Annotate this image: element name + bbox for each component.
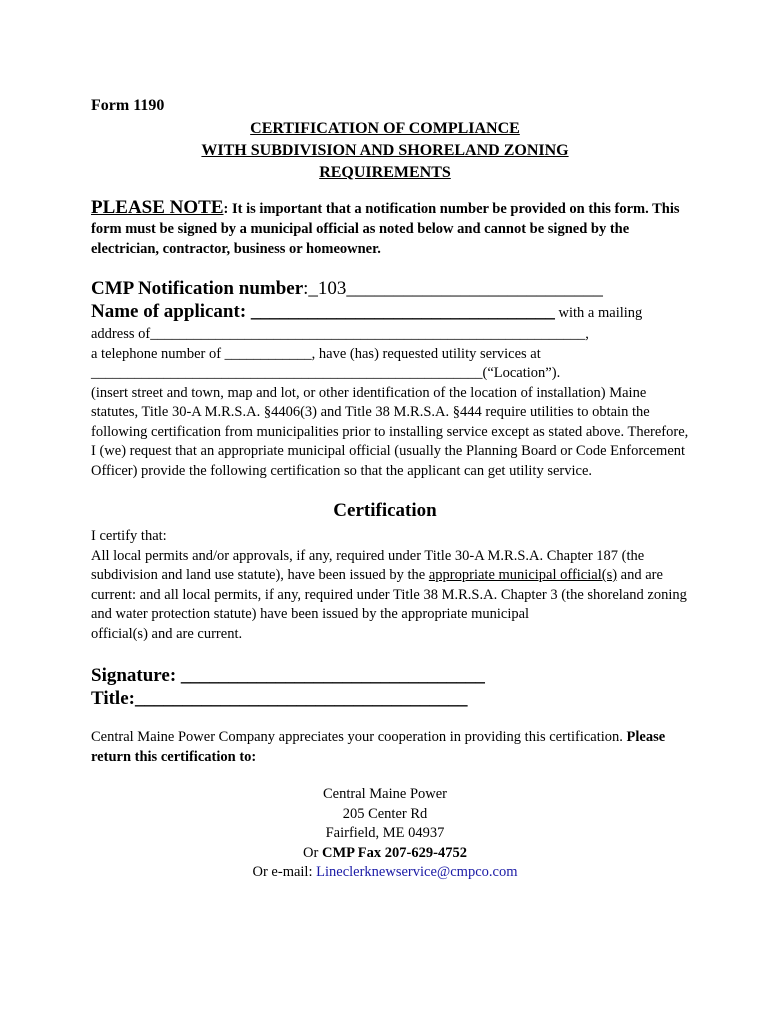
- applicant-name-line: [91, 300, 691, 325]
- email-link[interactable]: Lineclerknewservice@cmpco.com: [316, 864, 518, 880]
- document-page: [91, 96, 691, 883]
- certify-intro: I certify that:: [91, 528, 167, 544]
- certify-part-3: official(s) and are current.: [91, 625, 243, 642]
- signature-label: Signature:: [91, 665, 181, 686]
- certify-part-2: and are current: and all local permits, if any, required under Title 38 M.R.S.A. Chapter 3 (the shoreland zoning and water protection statute) have been issued by the appropriate municipal: [91, 567, 687, 622]
- certify-statement: [91, 547, 691, 625]
- request-paragraph: (insert street and town, map and lot, or other identification of the location of installation) Maine statutes, Title 30-A M.R.S.A. §4406(3) and Title 38 M.R.S.A. §444 require utilities to obtain the following certification from municipalities prior to installing service except as stated above. Therefore, I (we) request that an appropriate municipal official (usually the Planning Board or Code Enforcement Officer) provide the following certification so that the applicant can get utility service.: [91, 384, 689, 479]
- form-title: [91, 118, 691, 184]
- please-note: [91, 198, 691, 259]
- thanks-text: Central Maine Power Company appreciates your cooperation in providing this certification.: [91, 729, 627, 745]
- address-line[interactable]: address of____________________________________________________________,: [91, 326, 589, 342]
- certification-heading: Certification: [333, 500, 437, 521]
- address-line-1: Central Maine Power: [322, 786, 448, 802]
- thanks-paragraph: [91, 728, 691, 767]
- address-line-3: Fairfield, ME 04937: [325, 825, 445, 841]
- title-line: [91, 687, 691, 710]
- certify-underlined: appropriate municipal official(s): [428, 567, 618, 583]
- applicant-label: Name of applicant:: [91, 301, 251, 322]
- fax-number: CMP Fax 207-629-4752: [321, 844, 467, 861]
- note-label: PLEASE NOTE: [91, 197, 224, 218]
- signature-line: [91, 664, 691, 687]
- certification-text: [91, 527, 691, 644]
- address-line-2: 205 Center Rd: [342, 805, 428, 822]
- notification-number-line: [91, 277, 691, 300]
- applicant-suffix: with a mailing: [554, 305, 643, 321]
- telephone-line[interactable]: a telephone number of ____________, have (has) requested utility services at: [91, 345, 541, 362]
- notification-label: CMP Notification number: [91, 278, 304, 299]
- signature-section: [91, 664, 691, 710]
- notification-number-field[interactable]: :_103___________________________: [303, 278, 603, 299]
- form-number: Form 1190: [91, 97, 165, 114]
- thanks-return: Please return this certification to:: [91, 729, 666, 765]
- fax-line: [91, 844, 679, 864]
- note-text: : It is important that a notification number be provided on this form. This form must be signed by a municipal official as noted below and cannot be signed by the electrician, contractor, business or homeowner.: [91, 201, 680, 257]
- signature-field[interactable]: ________________________________: [180, 665, 485, 686]
- return-address: [91, 785, 679, 883]
- title-line-2: WITH SUBDIVISION AND SHORELAND ZONING: [201, 142, 569, 159]
- title-field[interactable]: ___________________________________: [134, 688, 468, 709]
- title-line-1: CERTIFICATION OF COMPLIANCE: [250, 120, 520, 137]
- email-prefix: Or e-mail:: [252, 864, 317, 880]
- email-line: [91, 863, 679, 883]
- fax-prefix: Or: [303, 844, 322, 861]
- title-label: Title:: [91, 688, 135, 709]
- location-line[interactable]: ______________________________________________________(“Location”).: [91, 365, 561, 381]
- applicant-name-field[interactable]: ________________________________: [250, 301, 555, 322]
- applicant-section: [91, 277, 691, 481]
- certify-part-1: All local permits and/or approvals, if any, required under Title 30-A M.R.S.A. Chapter 187 (the subdivision and land use statute), have been issued by the: [91, 547, 645, 583]
- title-line-3: REQUIREMENTS: [319, 164, 451, 181]
